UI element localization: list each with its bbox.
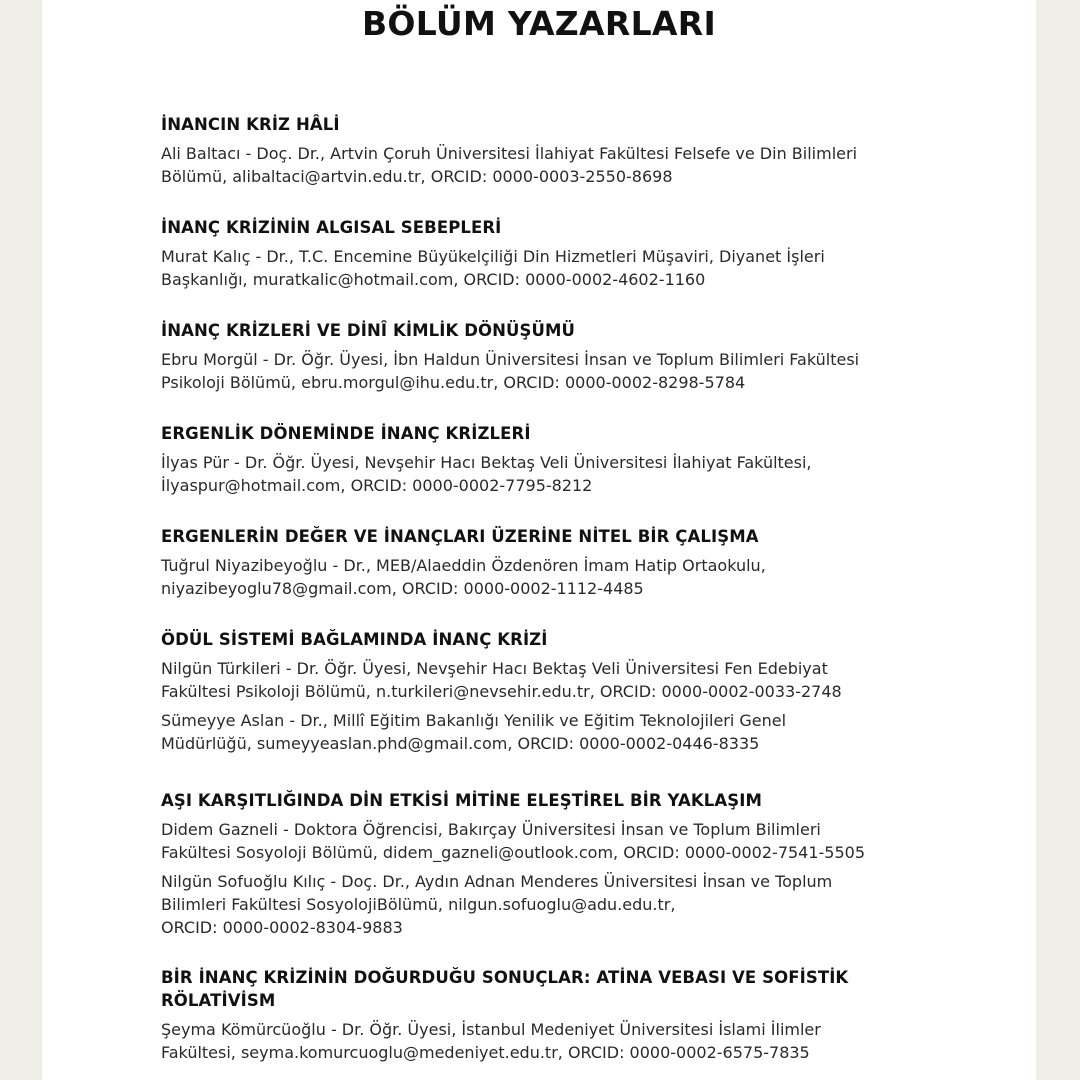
- document-page: [42, 0, 1036, 1080]
- chapter-section-1: [161, 113, 901, 194]
- chapter-title: İNANÇ KRİZLERİ VE DİNÎ KİMLİK DÖNÜŞÜMÜ: [161, 321, 576, 340]
- chapter-title: ÖDÜL SİSTEMİ BAĞLAMINDA İNANÇ KRİZİ: [161, 630, 548, 649]
- chapter-section-8: [161, 966, 901, 1070]
- author-entry: İlyas Pür - Dr. Öğr. Üyesi, Nevşehir Hacı Bektaş Veli Üniversitesi İlahiyat Fakültesi, İlyaspur@hotmail.com, ORCID: 0000-0002-7795-8212: [161, 453, 812, 495]
- chapter-section-3: [161, 319, 901, 400]
- chapter-section-5: [161, 525, 901, 606]
- chapter-title: İNANCIN KRİZ HÂLİ: [161, 115, 340, 134]
- author-entry: Ebru Morgül - Dr. Öğr. Üyesi, İbn Haldun Üniversitesi İnsan ve Toplum Bilimleri Fakültesi Psikoloji Bölümü, ebru.morgul@ihu.edu.tr, ORCID: 0000-0002-8298-5784: [161, 350, 860, 392]
- chapter-section-7: [161, 789, 901, 945]
- author-entry: Murat Kalıç - Dr., T.C. Encemine Büyükelçiliği Din Hizmetleri Müşaviri, Diyanet İşleri Başkanlığı, muratkalic@hotmail.com, ORCID: 0000-0002-4602-1160: [161, 247, 825, 289]
- chapter-title: ERGENLERİN DEĞER VE İNANÇLARI ÜZERİNE NİTEL BİR ÇALIŞMA: [161, 527, 759, 546]
- chapter-title: İNANÇ KRİZİNİN ALGISAL SEBEPLERİ: [161, 218, 502, 237]
- author-entry: Nilgün Türkileri - Dr. Öğr. Üyesi, Nevşehir Hacı Bektaş Veli Üniversitesi Fen Edebiyat Fakültesi Psikoloji Bölümü, n.turkileri@nevsehir.edu.tr, ORCID: 0000-0002-0033-2748: [161, 659, 842, 701]
- chapter-section-4: [161, 422, 901, 503]
- chapter-section-6: [161, 628, 901, 761]
- author-entry: Sümeyye Aslan - Dr., Millî Eğitim Bakanlığı Yenilik ve Eğitim Teknolojileri Genel Müdürlüğü, sumeyyeaslan.phd@gmail.com, ORCID: 0000-0002-0446-8335: [161, 711, 787, 753]
- author-entry: Didem Gazneli - Doktora Öğrencisi, Bakırçay Üniversitesi İnsan ve Toplum Bilimleri Fakültesi Sosyoloji Bölümü, didem_gazneli@outlook.com, ORCID: 0000-0002-7541-5505: [161, 820, 866, 862]
- author-entry: Tuğrul Niyazibeyoğlu - Dr., MEB/Alaeddin Özdenören İmam Hatip Ortaokulu, niyazibeyoglu78@gmail.com, ORCID: 0000-0002-1112-4485: [161, 556, 766, 598]
- chapter-title: AŞI KARŞITLIĞINDA DİN ETKİSİ MİTİNE ELEŞTİREL BİR YAKLAŞIM: [161, 791, 762, 810]
- page-title: BÖLÜM YAZARLARI: [361, 4, 717, 43]
- chapter-title: BİR İNANÇ KRİZİNİN DOĞURDUĞU SONUÇLAR: ATİNA VEBASI VE SOFİSTİK RÖLATİVİSM: [161, 968, 849, 1010]
- chapter-section-2: [161, 216, 901, 297]
- author-entry: Ali Baltacı - Doç. Dr., Artvin Çoruh Üniversitesi İlahiyat Fakültesi Felsefe ve Din Bilimleri Bölümü, alibaltaci@artvin.edu.tr, ORCID: 0000-0003-2550-8698: [161, 144, 858, 186]
- author-entry: Şeyma Kömürcüoğlu - Dr. Öğr. Üyesi, İstanbul Medeniyet Üniversitesi İslami İlimler Fakültesi, seyma.komurcuoglu@medeniyet.edu.tr, ORCID: 0000-0002-6575-7835: [161, 1020, 821, 1062]
- author-entry: Nilgün Sofuoğlu Kılıç - Doç. Dr., Aydın Adnan Menderes Üniversitesi İnsan ve Toplum Bilimleri Fakültesi SosyolojiBölümü, nilgun.sofuoglu@adu.edu.tr, ORCID: 0000-0002-8304-9883: [161, 872, 833, 937]
- chapter-title: ERGENLİK DÖNEMİNDE İNANÇ KRİZLERİ: [161, 424, 531, 443]
